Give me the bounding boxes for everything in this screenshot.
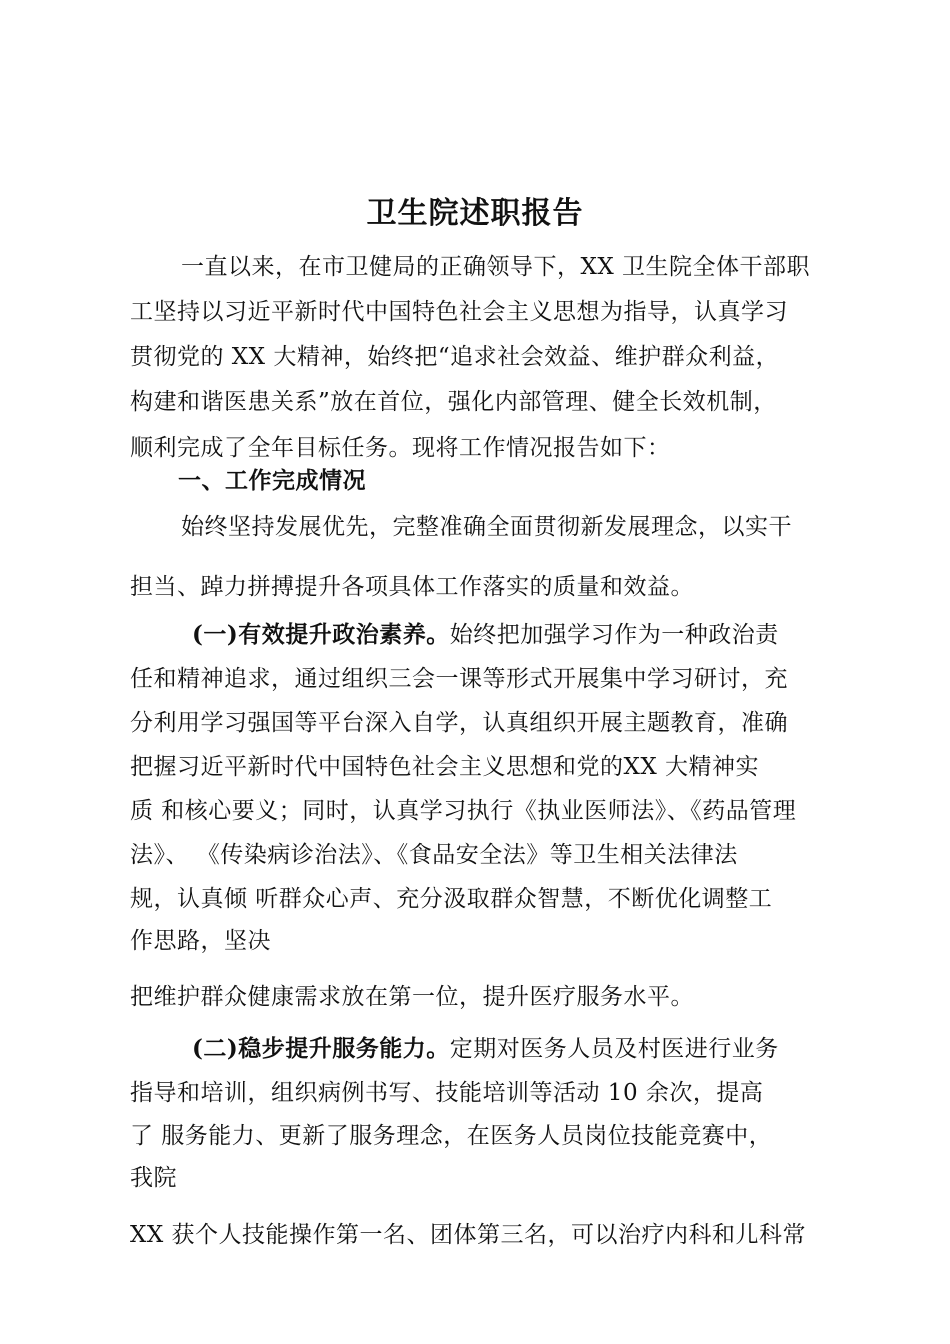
- paragraph-line: 贯彻党的 XX 大精神，始终把“追求社会效益、维护群众利益，: [130, 344, 780, 370]
- paragraph-line: 把维护群众健康需求放在第一位，提升医疗服务水平。: [130, 984, 694, 1010]
- paragraph-line: 作思路，坚决: [130, 928, 271, 954]
- paragraph-line: 一直以来，在市卫健局的正确领导下，XX 卫生院全体干部职: [181, 254, 811, 280]
- paragraph-line: 了 服务能力、更新了服务理念，在医务人员岗位技能竞赛中，: [130, 1123, 773, 1149]
- paragraph-line: XX 获个人技能操作第一名、团体第三名，可以治疗内科和儿科常: [130, 1222, 807, 1248]
- paragraph-line: 工坚持以习近平新时代中国特色社会主义思想为指导，认真学习: [130, 299, 788, 325]
- paragraph-line: 规，认真倾 听群众心声、充分汲取群众智慧，不断优化调整工: [130, 886, 773, 912]
- paragraph-line: 把握习近平新时代中国特色社会主义思想和党的XX 大精神实: [130, 754, 760, 780]
- subsection-2-heading: (二)稳步提升服务能力。: [192, 1035, 450, 1062]
- paragraph-line: 始终坚持发展优先，完整准确全面贯彻新发展理念，以实干: [181, 514, 792, 540]
- subsection-1-heading: (一)有效提升政治素养。: [192, 621, 450, 648]
- paragraph-line: 顺利完成了全年目标任务。现将工作情况报告如下：: [130, 435, 671, 461]
- paragraph-line: 质 和核心要义；同时，认真学习执行《执业医师法》、《药品管理: [130, 798, 797, 824]
- paragraph-line: 法》、 《传染病诊治法》、《食品安全法》等卫生相关法律法: [130, 842, 738, 868]
- paragraph-line: 构建和谐医患关系”放在首位，强化内部管理、健全长效机制，: [130, 389, 777, 415]
- subsection-1-text: 始终把加强学习作为一种政治责: [449, 622, 779, 648]
- paragraph-line: 我院: [130, 1165, 177, 1191]
- section-heading: 一、工作完成情况: [178, 468, 366, 494]
- subsection-2-first-line: [192, 1034, 779, 1064]
- subsection-2-text: 定期对医务人员及村医进行业务: [449, 1036, 779, 1062]
- paragraph-line: 指导和培训，组织病例书写、技能培训等活动 10 余次，提高: [130, 1080, 764, 1106]
- subsection-1-first-line: [192, 620, 779, 650]
- paragraph-line: 分利用学习强国等平台深入自学，认真组织开展主题教育，准确: [130, 710, 788, 736]
- paragraph-line: 担当、踔力拼搏提升各项具体工作落实的质量和效益。: [130, 574, 694, 600]
- document-title: 卫生院述职报告: [366, 196, 584, 231]
- paragraph-line: 任和精神追求，通过组织三会一课等形式开展集中学习研讨，充: [130, 666, 788, 692]
